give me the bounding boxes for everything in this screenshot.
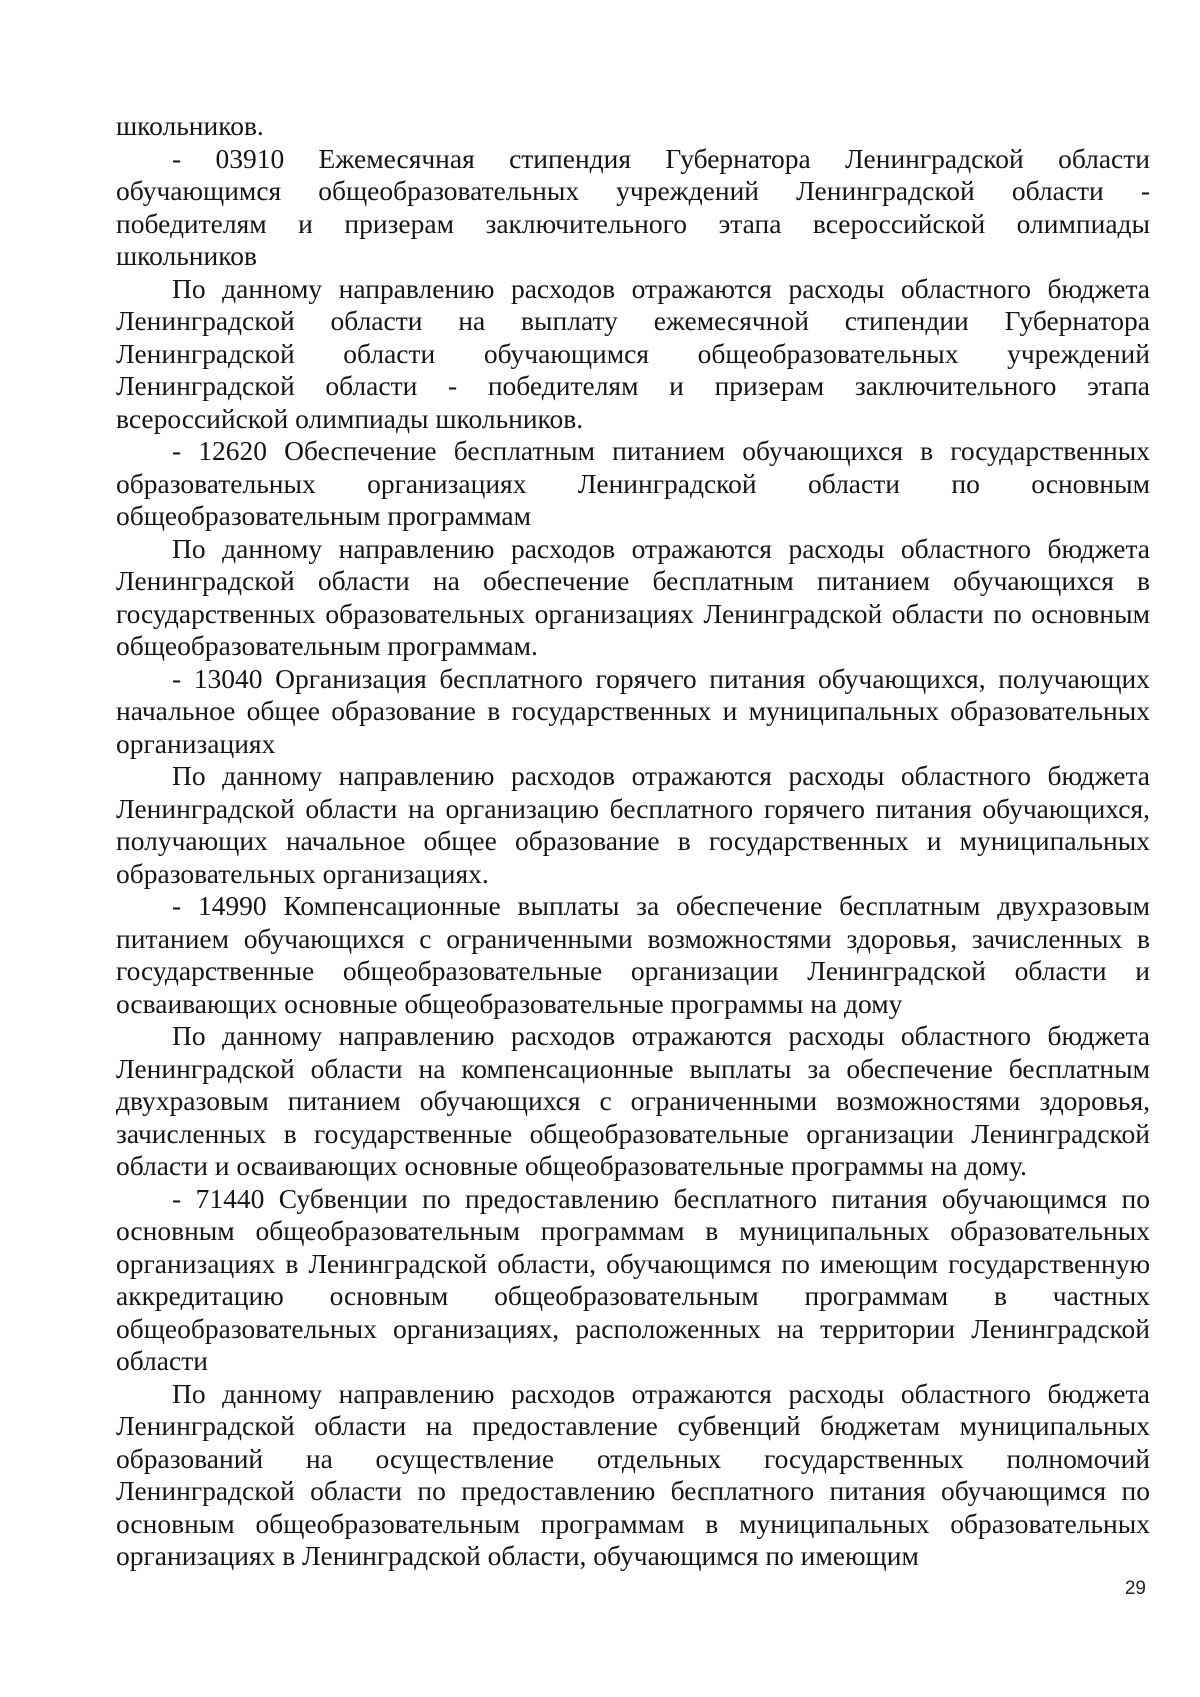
- item-12620-heading: - 12620 Обеспечение бесплатным питанием обучающихся в государственных образовательных организациях Ленинградской области по основным общеобразовательным программам: [116, 435, 1150, 531]
- item-14990-description: По данному направлению расходов отражаются расходы областного бюджета Ленинградской области на компенсационные выплаты за обеспечение бесплатным двухразовым питанием обучающихся с ограниченными возможностями здоровья, зачисленных в государственные общеобразовательные организации Ленинградской области и осваивающих основные общеобразовательные программы на дому.: [116, 1020, 1150, 1181]
- item-12620-description: По данному направлению расходов отражаются расходы областного бюджета Ленинградской области на обеспечение бесплатным питанием обучающихся в государственных образовательных организациях Ленинградской области по основным общеобразовательным программам.: [116, 532, 1150, 661]
- item-14990-heading: - 14990 Компенсационные выплаты за обеспечение бесплатным двухразовым питанием обучающихся с ограниченными возможностями здоровья, зачисленных в государственные общеобразовательные организации Ленинградской области и осваивающих основные общеобразовательные программы на дому: [116, 890, 1150, 1019]
- item-03910-heading: - 03910 Ежемесячная стипендия Губернатора Ленинградской области обучающимся общеобразовательных учреждений Ленинградской области - победителям и призерам заключительного этапа всероссийской олимпиады школьников: [116, 142, 1150, 271]
- page-number: 29: [1124, 1578, 1146, 1599]
- item-71440-description: По данному направлению расходов отражаются расходы областного бюджета Ленинградской области на предоставление субвенций бюджетам муниципальных образований на осуществление отдельных государственных полномочий Ленинградской области по предоставлению бесплатного питания обучающимся по основным общеобразовательным программам в муниципальных образовательных организациях в Ленинградской области, обучающимся по имеющим: [116, 1377, 1150, 1571]
- item-03910-description: По данному направлению расходов отражаются расходы областного бюджета Ленинградской области на выплату ежемесячной стипендии Губернатора Ленинградской области обучающимся общеобразовательных учреждений Ленинградской области - победителям и призерам заключительного этапа всероссийской олимпиады школьников.: [116, 272, 1150, 434]
- item-13040-heading: - 13040 Организация бесплатного горячего питания обучающихся, получающих начальное общее образование в государственных и муниципальных образовательных организациях: [116, 662, 1150, 759]
- item-13040-description: По данному направлению расходов отражаются расходы областного бюджета Ленинградской области на организацию бесплатного горячего питания обучающихся, получающих начальное общее образование в государственных и муниципальных образовательных организациях.: [116, 760, 1150, 889]
- paragraph-continuation: школьников.: [116, 110, 264, 141]
- document-body: [116, 110, 1150, 1573]
- item-71440-heading: - 71440 Субвенции по предоставлению бесплатного питания обучающимся по основным общеобразовательным программам в муниципальных образовательных организациях в Ленинградской области, обучающимся по имеющим государственную аккредитацию основным общеобразовательным программам в частных общеобразовательных организациях, расположенных на территории Ленинградской области: [116, 1182, 1150, 1376]
